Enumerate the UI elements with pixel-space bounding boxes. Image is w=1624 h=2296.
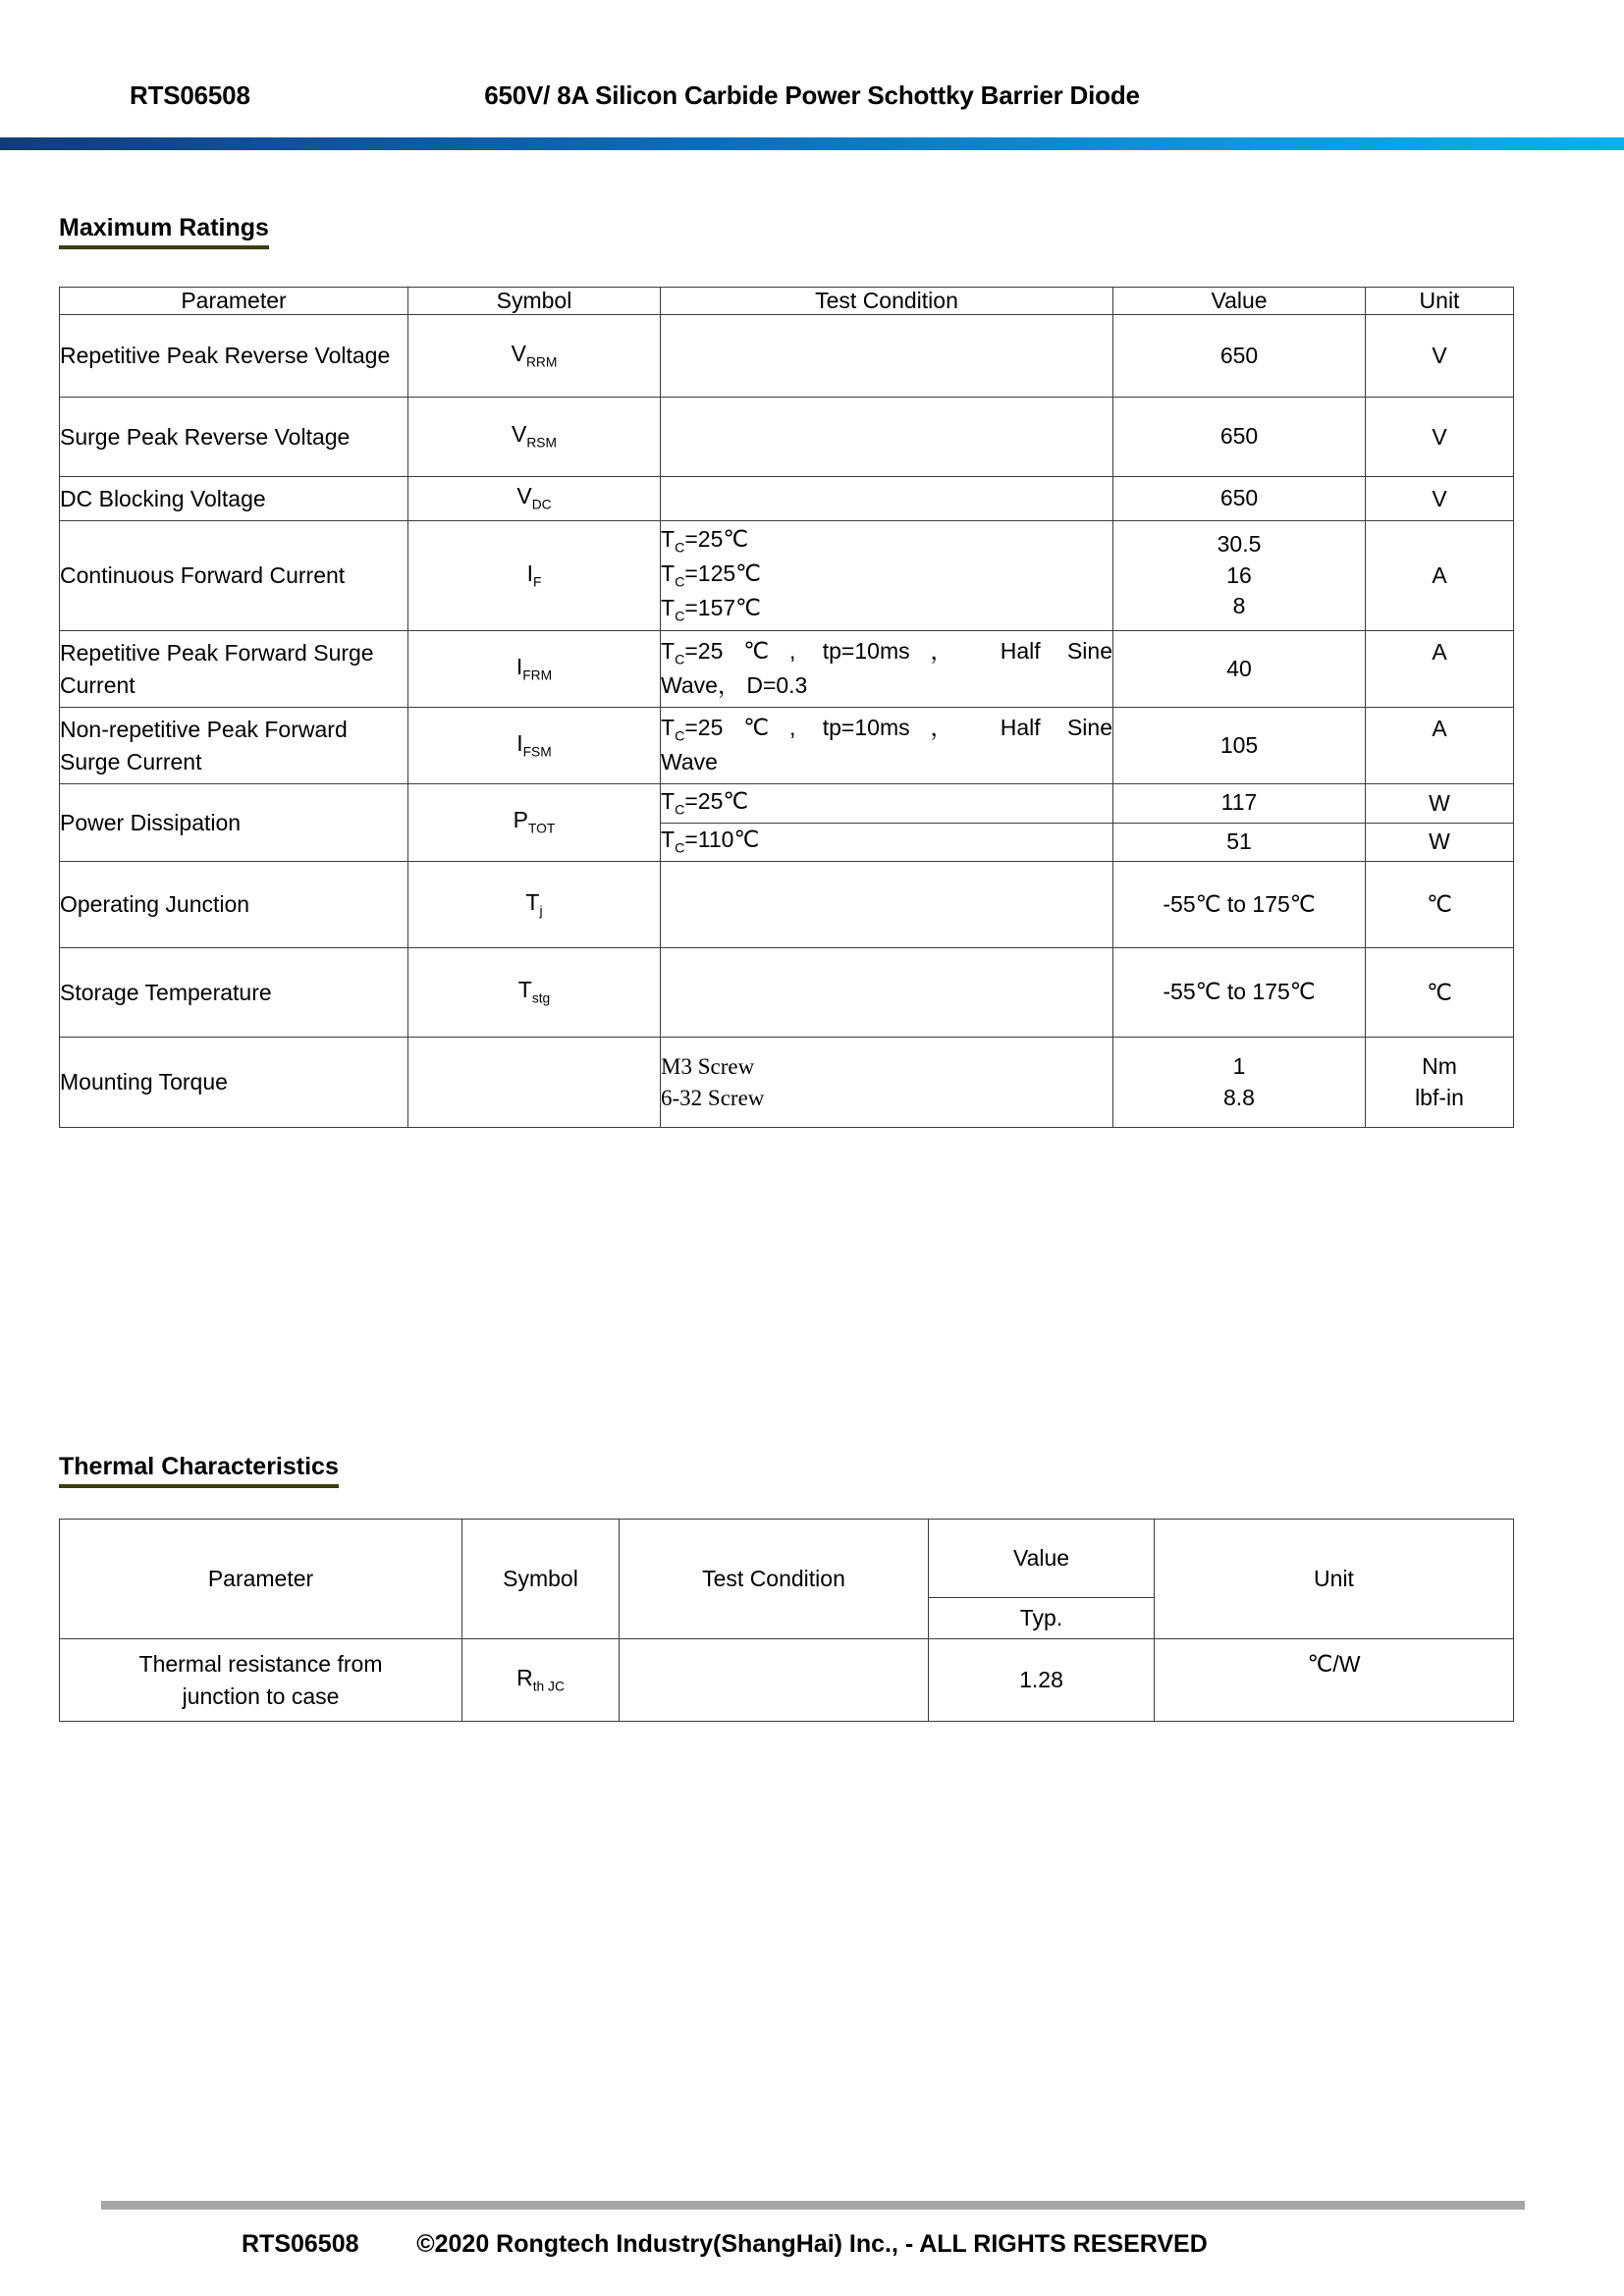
unit-line: lbf-in — [1415, 1084, 1464, 1110]
table-row — [60, 1639, 1514, 1722]
footer-part-number: RTS06508 — [242, 2230, 359, 2258]
row-test-condition — [620, 1639, 929, 1722]
row-test-condition — [661, 708, 1113, 784]
row-unit-split — [1366, 784, 1514, 862]
row-parameter: DC Blocking Voltage — [60, 477, 408, 521]
table-row — [60, 1038, 1514, 1128]
table-row — [60, 784, 1514, 862]
table-row — [60, 315, 1514, 398]
row-unit — [1366, 631, 1514, 708]
condition-line — [661, 713, 1112, 747]
row-symbol — [408, 708, 661, 784]
column-header-value: Value — [929, 1520, 1155, 1598]
row-test-condition — [661, 948, 1113, 1038]
table-row — [60, 862, 1514, 948]
symbol-subscript: RRM — [525, 354, 558, 370]
row-parameter: Repetitive Peak Forward Surge Current — [60, 631, 408, 708]
condition-rest: =25℃ — [684, 787, 749, 814]
row-test-condition — [661, 631, 1113, 708]
table-header-row — [60, 1520, 1514, 1598]
page-header — [0, 0, 1624, 151]
row-test-condition-split — [661, 784, 1113, 862]
condition-base: T — [661, 560, 676, 586]
row-unit: V — [1366, 398, 1514, 477]
row-test-condition — [661, 477, 1113, 521]
inner-unit: W — [1366, 784, 1513, 823]
symbol-subscript: stg — [531, 991, 551, 1007]
symbol-subscript: RSM — [526, 436, 557, 452]
condition-base: T — [661, 525, 676, 552]
condition-base: T — [661, 595, 676, 621]
row-symbol — [408, 631, 661, 708]
row-unit: V — [1366, 315, 1514, 398]
symbol-base: V — [511, 421, 527, 448]
thermal-characteristics-table — [59, 1519, 1514, 1722]
table-row — [60, 631, 1514, 708]
symbol-base: T — [525, 888, 540, 915]
row-symbol — [408, 1038, 661, 1128]
value-line: 30.5 — [1217, 530, 1262, 557]
inner-row — [1113, 784, 1365, 823]
condition-subscript: C — [675, 802, 685, 819]
symbol-subscript: TOT — [528, 822, 556, 837]
condition-line — [661, 559, 1112, 593]
condition-line — [661, 636, 1112, 670]
condition-line — [661, 593, 1112, 627]
unit-text: ℃/W — [1307, 1651, 1361, 1677]
row-value: 650 — [1113, 477, 1366, 521]
inner-unit-table — [1366, 784, 1513, 861]
row-test-condition — [661, 1038, 1113, 1128]
row-test-condition — [661, 862, 1113, 948]
value-line: 8 — [1232, 593, 1246, 619]
row-symbol — [408, 948, 661, 1038]
row-symbol — [408, 784, 661, 862]
table-row — [60, 521, 1514, 631]
column-header-parameter: Parameter — [60, 288, 408, 315]
condition-line — [661, 524, 1112, 559]
row-value — [1113, 1038, 1366, 1128]
row-value: 650 — [1113, 315, 1366, 398]
condition-line: Wave， D=0.3 — [661, 672, 808, 699]
symbol-subscript: j — [539, 903, 543, 919]
footer-rule — [101, 2201, 1525, 2210]
column-header-test-condition: Test Condition — [661, 288, 1113, 315]
row-symbol — [408, 521, 661, 631]
row-symbol — [408, 398, 661, 477]
symbol-base: I — [516, 729, 523, 756]
symbol-base: R — [516, 1664, 533, 1690]
column-header-symbol: Symbol — [462, 1520, 620, 1639]
column-header-value: Value — [1113, 288, 1366, 315]
inner-row — [1113, 823, 1365, 861]
row-symbol — [462, 1639, 620, 1722]
row-symbol — [408, 315, 661, 398]
symbol-base: I — [515, 653, 523, 679]
column-header-unit: Unit — [1366, 288, 1514, 315]
condition-subscript: C — [675, 840, 685, 857]
inner-value: 51 — [1226, 828, 1252, 854]
header-title: 650V/ 8A Silicon Carbide Power Schottky Barrier Diode — [484, 80, 1140, 110]
condition-rest: =125℃ — [684, 560, 761, 586]
table-row — [60, 398, 1514, 477]
row-symbol — [408, 862, 661, 948]
section-heading-thermal-characteristics: Thermal Characteristics — [59, 1453, 339, 1488]
inner-condition — [661, 784, 1112, 823]
row-test-condition — [661, 398, 1113, 477]
symbol-base: T — [517, 977, 532, 1003]
header-gradient-rule — [0, 137, 1624, 150]
symbol-subscript: FRM — [522, 667, 553, 683]
row-unit: V — [1366, 477, 1514, 521]
condition-subscript: C — [675, 540, 685, 557]
row-parameter: Storage Temperature — [60, 948, 408, 1038]
inner-value: 117 — [1113, 784, 1365, 823]
row-value: -55℃ to 175℃ — [1113, 862, 1366, 948]
row-test-condition — [661, 315, 1113, 398]
column-header-parameter: Parameter — [60, 1520, 462, 1639]
inner-row — [661, 784, 1112, 823]
header-part-number: RTS06508 — [130, 80, 250, 110]
row-parameter: Non-repetitive Peak Forward Surge Current — [60, 708, 408, 784]
condition-line: M3 Screw — [661, 1053, 755, 1079]
symbol-subscript: FSM — [522, 744, 552, 760]
row-parameter: Mounting Torque — [60, 1038, 408, 1128]
symbol-subscript: th JC — [532, 1679, 565, 1694]
condition-line: Wave — [661, 749, 718, 775]
value-line: 16 — [1226, 561, 1252, 588]
symbol-base: V — [516, 483, 532, 509]
row-unit: ℃ — [1366, 948, 1514, 1038]
condition-rest: =25℃ — [684, 525, 749, 552]
inner-unit: W — [1429, 828, 1450, 855]
row-value-split — [1113, 784, 1366, 862]
symbol-subscript: DC — [531, 498, 552, 513]
unit-line: Nm — [1422, 1052, 1457, 1079]
value-line: 8.8 — [1223, 1084, 1255, 1110]
row-parameter: Operating Junction — [60, 862, 408, 948]
table-row — [60, 708, 1514, 784]
row-unit: ℃ — [1366, 862, 1514, 948]
condition-subscript: C — [675, 728, 685, 745]
maximum-ratings-table — [59, 287, 1514, 1128]
row-unit: A — [1366, 521, 1514, 631]
table-row — [60, 948, 1514, 1038]
row-parameter: Power Dissipation — [60, 784, 408, 862]
row-parameter: Surge Peak Reverse Voltage — [60, 398, 408, 477]
condition-base: T — [661, 638, 676, 664]
unit-text: A — [1432, 639, 1447, 665]
condition-base: T — [661, 715, 676, 740]
section-heading-maximum-ratings: Maximum Ratings — [59, 214, 269, 249]
inner-condition — [661, 823, 1112, 861]
inner-row — [1366, 784, 1513, 823]
row-value — [1113, 521, 1366, 631]
unit-text: A — [1432, 716, 1447, 741]
symbol-subscript: F — [532, 574, 542, 590]
inner-value-table — [1113, 784, 1365, 861]
condition-subscript: C — [675, 652, 685, 668]
table-row — [60, 477, 1514, 521]
condition-base: T — [661, 827, 676, 853]
symbol-base: P — [513, 807, 528, 833]
condition-subscript: C — [675, 609, 685, 625]
condition-line: 6-32 Screw — [661, 1085, 765, 1110]
condition-rest: =157℃ — [684, 595, 761, 621]
table-header-row — [60, 288, 1514, 315]
value-line: 1 — [1232, 1052, 1246, 1079]
column-header-symbol: Symbol — [408, 288, 661, 315]
column-header-unit: Unit — [1155, 1520, 1514, 1639]
row-test-condition — [661, 521, 1113, 631]
row-parameter: Repetitive Peak Reverse Voltage — [60, 315, 408, 398]
column-subheader-typ: Typ. — [929, 1598, 1155, 1639]
column-header-test-condition: Test Condition — [620, 1520, 929, 1639]
symbol-base: I — [526, 560, 533, 586]
row-value: 40 — [1113, 631, 1366, 708]
parameter-line: Thermal resistance from — [138, 1650, 383, 1677]
row-value: 650 — [1113, 398, 1366, 477]
condition-subscript: C — [675, 574, 685, 591]
condition-rest: =25℃, tp=10ms， Half Sine — [684, 715, 1112, 740]
row-unit — [1366, 708, 1514, 784]
inner-row — [661, 823, 1112, 861]
row-unit — [1366, 1038, 1514, 1128]
row-parameter: Continuous Forward Current — [60, 521, 408, 631]
row-value: 105 — [1113, 708, 1366, 784]
symbol-base: V — [511, 340, 526, 366]
condition-base: T — [661, 787, 676, 814]
parameter-line: junction to case — [182, 1682, 340, 1709]
condition-rest: =110℃ — [684, 827, 760, 853]
row-value: -55℃ to 175℃ — [1113, 948, 1366, 1038]
inner-row — [1366, 823, 1513, 861]
row-parameter — [60, 1639, 462, 1722]
condition-rest: =25℃, tp=10ms， Half Sine — [684, 638, 1112, 664]
inner-condition-table — [661, 784, 1112, 861]
row-unit — [1155, 1639, 1514, 1722]
footer-copyright: ©2020 Rongtech Industry(ShangHai) Inc., - ALL RIGHTS RESERVED — [416, 2230, 1208, 2258]
row-symbol — [408, 477, 661, 521]
row-value: 1.28 — [929, 1639, 1155, 1722]
